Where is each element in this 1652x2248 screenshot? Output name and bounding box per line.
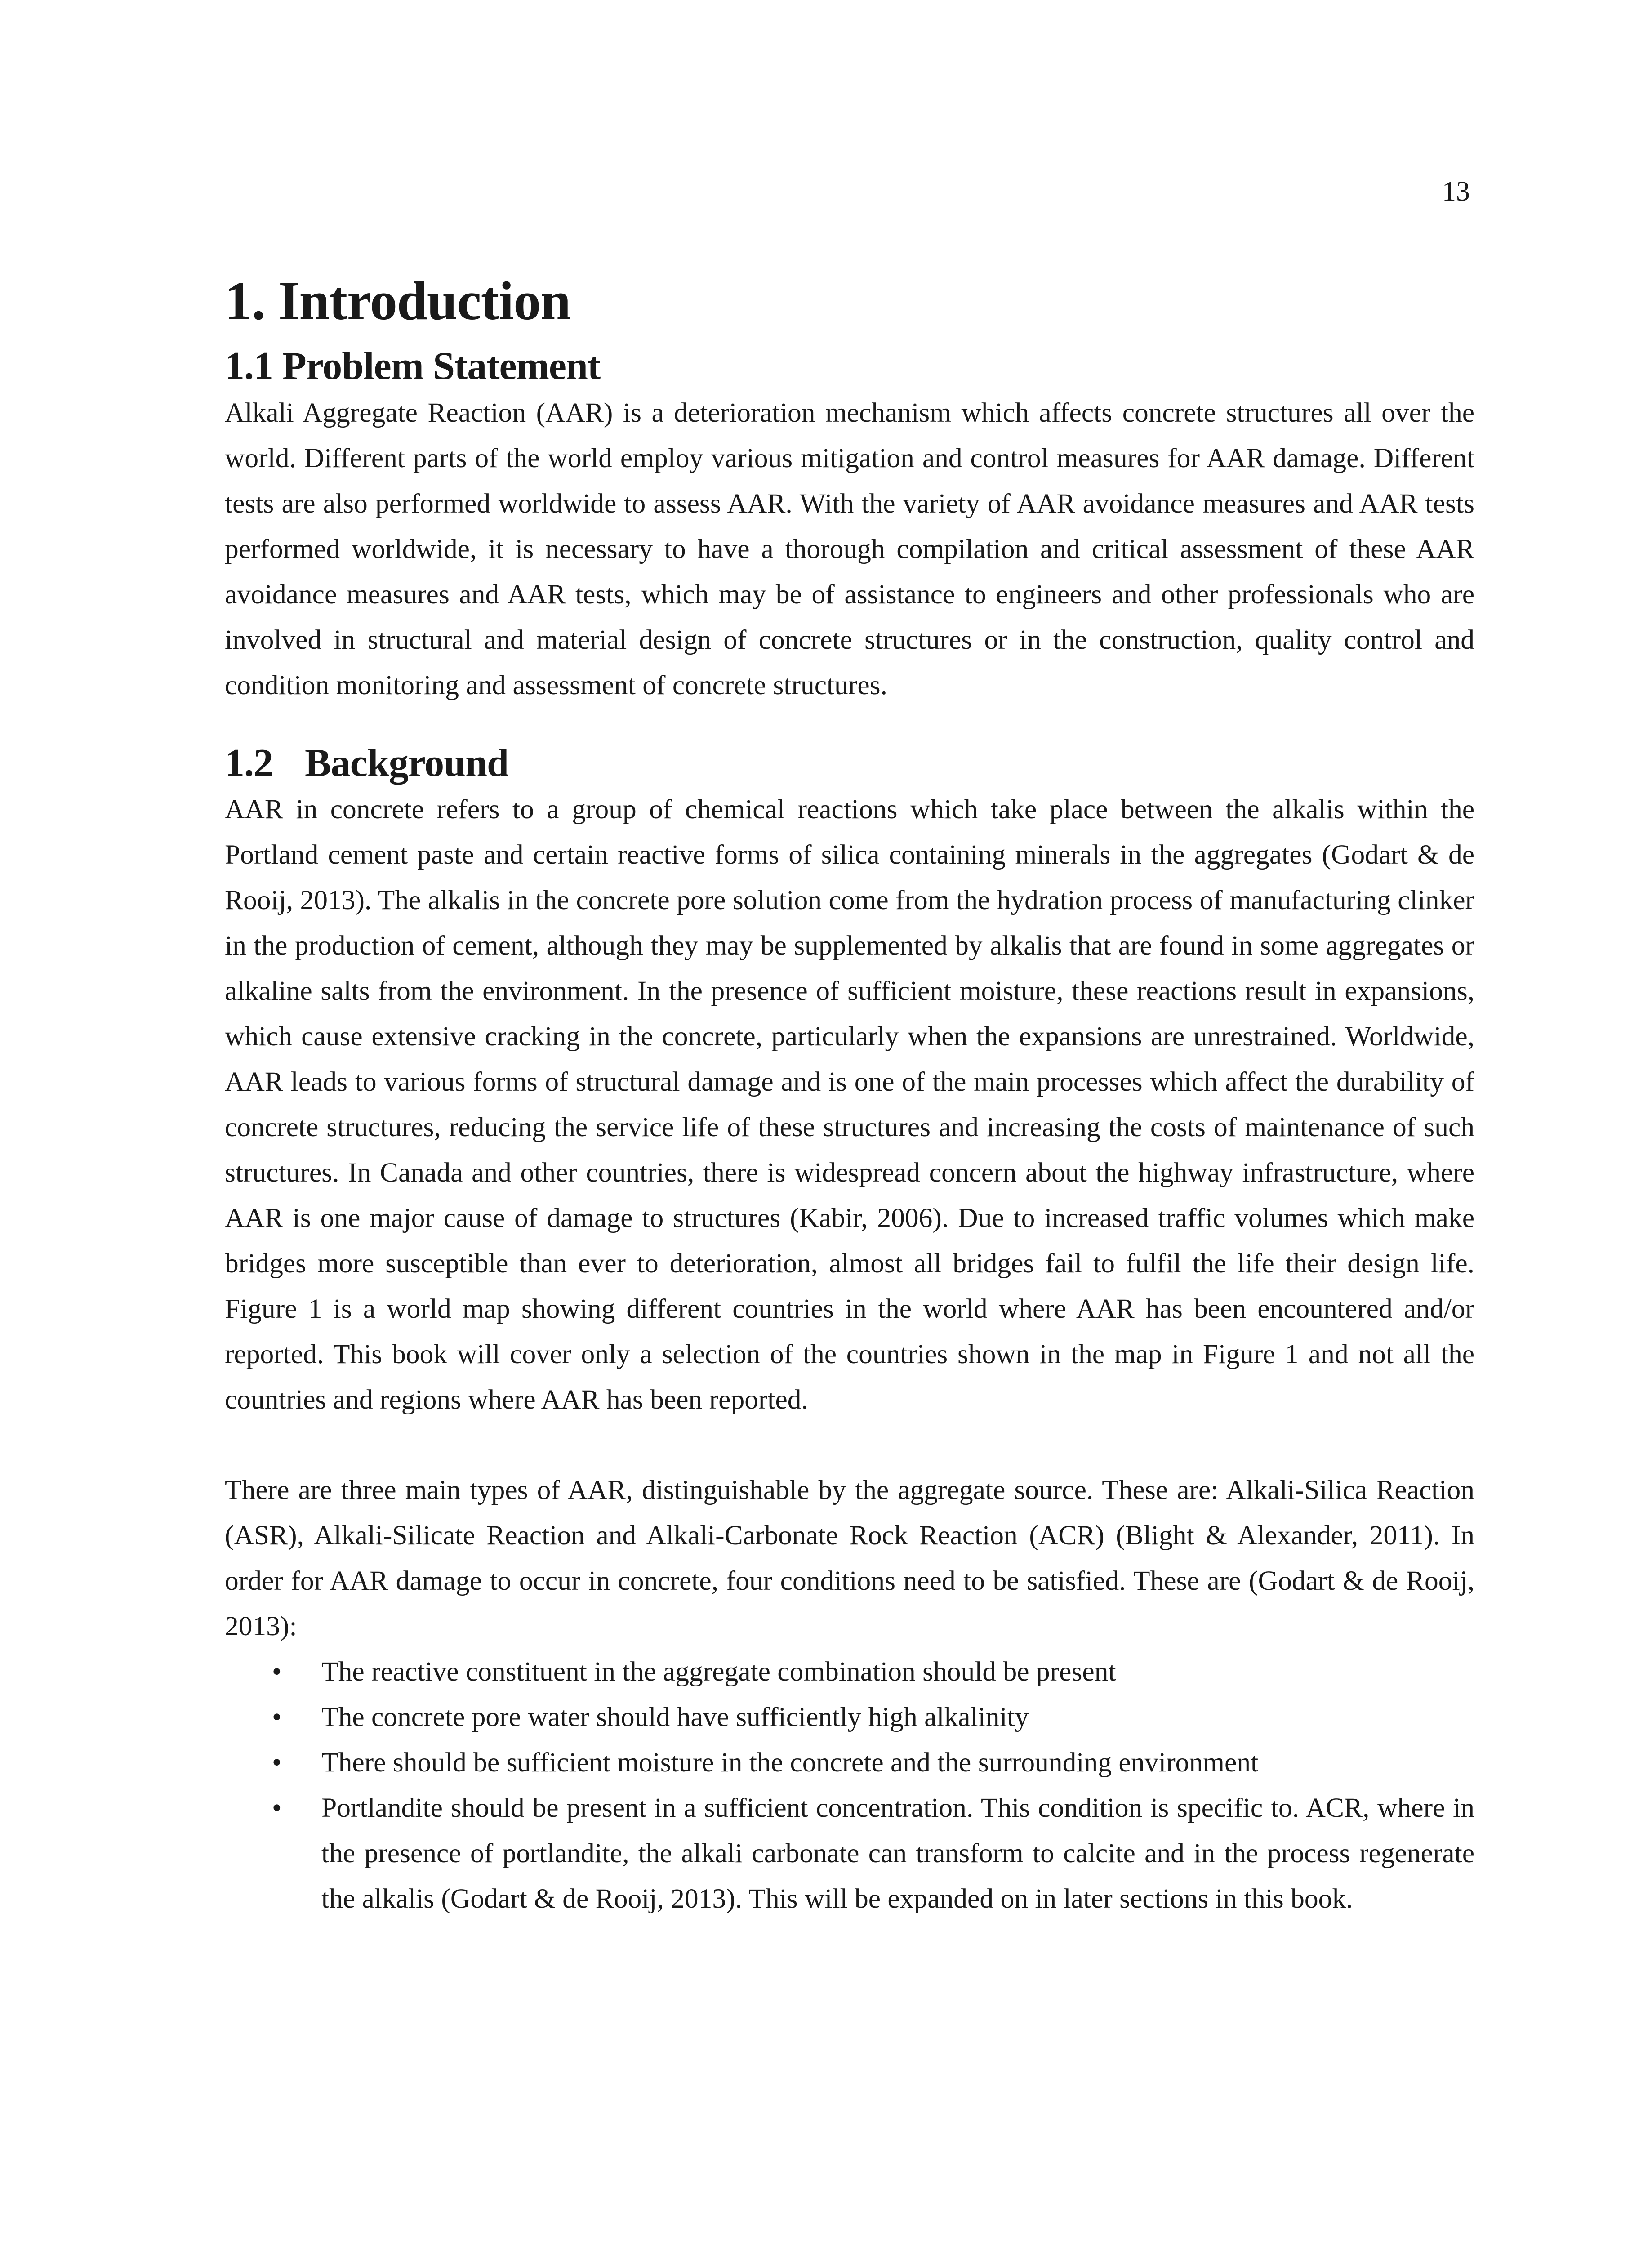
list-item — [225, 1649, 1474, 1695]
section-heading-background: 1.2 Background — [225, 741, 508, 785]
list-item — [225, 1695, 1474, 1740]
background-paragraph-1: AAR in concrete refers to a group of chemical reactions which take place between the alkalis within the Portland cement paste and certain reactive forms of silica containing minerals in the aggregates (Godart & de Rooij, 2013). The alkalis in the concrete pore solution come from the hydration process of manufacturing clinker in the production of cement, although they may be supplemented by alkalis that are found in some aggregates or alkaline salts from the environment. In the presence of sufficient moisture, these reactions result in expansions, which cause extensive cracking in the concrete, particularly when the expansions are unrestrained. Worldwide, AAR leads to various forms of structural damage and is one of the main processes which affect the durability of concrete structures, reducing the service life of these structures and increasing the costs of maintenance of such structures. In Canada and other countries, there is widespread concern about the highway infrastructure, where AAR is one major cause of damage to structures (Kabir, 2006). Due to increased traffic volumes which make bridges more susceptible than ever to deterioration, almost all bridges fail to fulfil the life their design life. Figure 1 is a world map showing different countries in the world where AAR has been encountered and/or reported. This book will cover only a selection of the countries shown in the map in Figure 1 and not all the countries and regions where AAR has been reported. — [225, 794, 1474, 1415]
list-item — [225, 1785, 1474, 1922]
condition-text: Portlandite should be present in a sufficient concentration. This condition is specific to. ACR, where in the presence of portlandite, the alkali carbonate can transform to calcite and in the process regenerate the alkalis (Godart & de Rooij, 2013). This will be expanded on in later sections in this book. — [321, 1793, 1474, 1914]
condition-text: The reactive constituent in the aggregate combination should be present — [321, 1656, 1116, 1687]
bullet-icon: • — [272, 1656, 282, 1687]
list-item — [225, 1740, 1474, 1785]
bullet-icon: • — [272, 1702, 282, 1733]
condition-text: The concrete pore water should have sufficiently high alkalinity — [321, 1702, 1029, 1733]
page-number: 13 — [1442, 176, 1470, 207]
bullet-icon: • — [272, 1793, 282, 1824]
chapter-title: 1. Introduction — [225, 271, 571, 331]
background-paragraph-2: There are three main types of AAR, distinguishable by the aggregate source. These are: Alkali-Silica Reaction (ASR), Alkali-Silicate Reaction and Alkali-Carbonate Rock Reaction (ACR) (Blight & Alexander, 2011). In order for AAR damage to occur in concrete, four conditions need to be satisfied. These are (Godart & de Rooij, 2013): — [225, 1475, 1474, 1642]
problem-statement-paragraph: Alkali Aggregate Reaction (AAR) is a deterioration mechanism which affects concrete structures all over the world. Different parts of the world employ various mitigation and control measures for AAR damage. Different tests are also performed worldwide to assess AAR. With the variety of AAR avoidance measures and AAR tests performed worldwide, it is necessary to have a thorough compilation and critical assessment of these AAR avoidance measures and AAR tests, which may be of assistance to engineers and other professionals who are involved in structural and material design of concrete structures or in the construction, quality control and condition monitoring and assessment of concrete structures. — [225, 397, 1474, 700]
page-content — [225, 270, 1474, 1922]
bullet-icon: • — [272, 1747, 282, 1778]
conditions-list — [225, 1649, 1474, 1922]
condition-text: There should be sufficient moisture in the concrete and the surrounding environment — [321, 1747, 1259, 1778]
section-heading-problem-statement: 1.1 Problem Statement — [225, 344, 601, 388]
